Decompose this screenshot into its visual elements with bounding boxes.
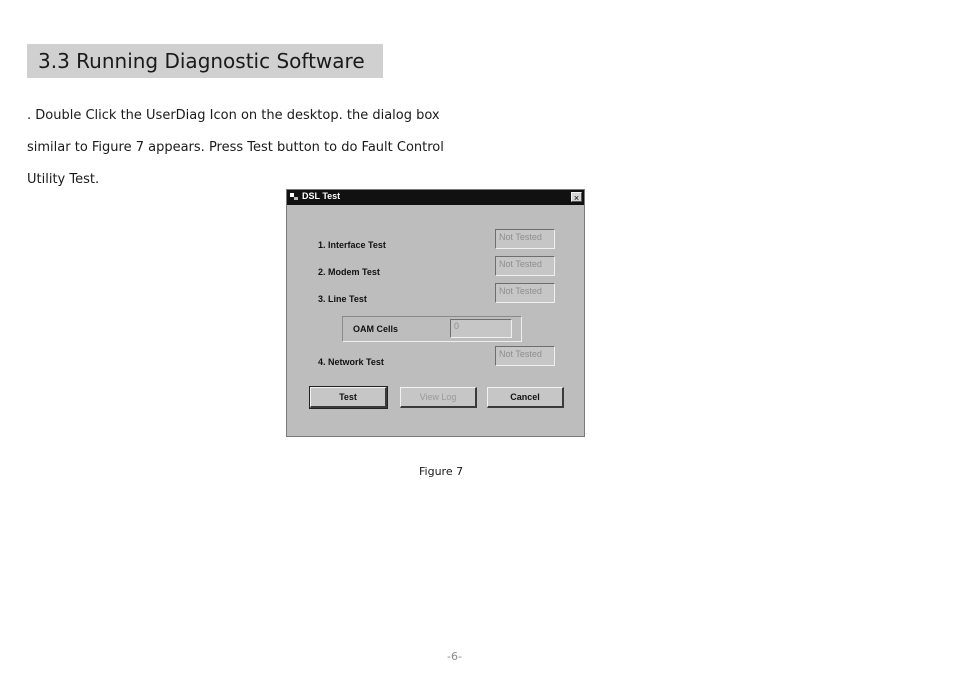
close-button[interactable] bbox=[571, 192, 582, 202]
network-test-label: 4. Network Test bbox=[318, 357, 384, 367]
section-title: 3.3 Running Diagnostic Software bbox=[38, 49, 365, 73]
dialog-title: DSL Test bbox=[302, 191, 341, 201]
close-icon: × bbox=[573, 193, 580, 203]
test-button[interactable]: Test bbox=[310, 387, 387, 408]
interface-test-label: 1. Interface Test bbox=[318, 240, 386, 250]
section-header bbox=[27, 44, 383, 78]
dialog-titlebar bbox=[287, 190, 584, 205]
instruction-line-1: . Double Click the UserDiag Icon on the desktop. the dialog box bbox=[27, 108, 440, 123]
interface-test-status: Not Tested bbox=[495, 229, 555, 249]
oam-cells-label: OAM Cells bbox=[353, 324, 399, 334]
instruction-line-3: Utility Test. bbox=[27, 172, 100, 187]
line-test-label: 3. Line Test bbox=[318, 294, 367, 304]
oam-cells-field: 0 bbox=[450, 319, 512, 338]
modem-test-status: Not Tested bbox=[495, 256, 555, 276]
app-icon bbox=[289, 192, 299, 202]
cancel-button[interactable]: Cancel bbox=[487, 387, 564, 408]
figure-caption: Figure 7 bbox=[419, 465, 464, 478]
oam-cells-group bbox=[342, 316, 522, 342]
view-log-button[interactable]: View Log bbox=[400, 387, 477, 408]
network-test-status: Not Tested bbox=[495, 346, 555, 366]
instruction-line-2: similar to Figure 7 appears. Press Test button to do Fault Control bbox=[27, 140, 444, 155]
page-number: -6- bbox=[447, 650, 462, 663]
line-test-status: Not Tested bbox=[495, 283, 555, 303]
modem-test-label: 2. Modem Test bbox=[318, 267, 380, 277]
dsl-test-dialog bbox=[286, 189, 585, 437]
